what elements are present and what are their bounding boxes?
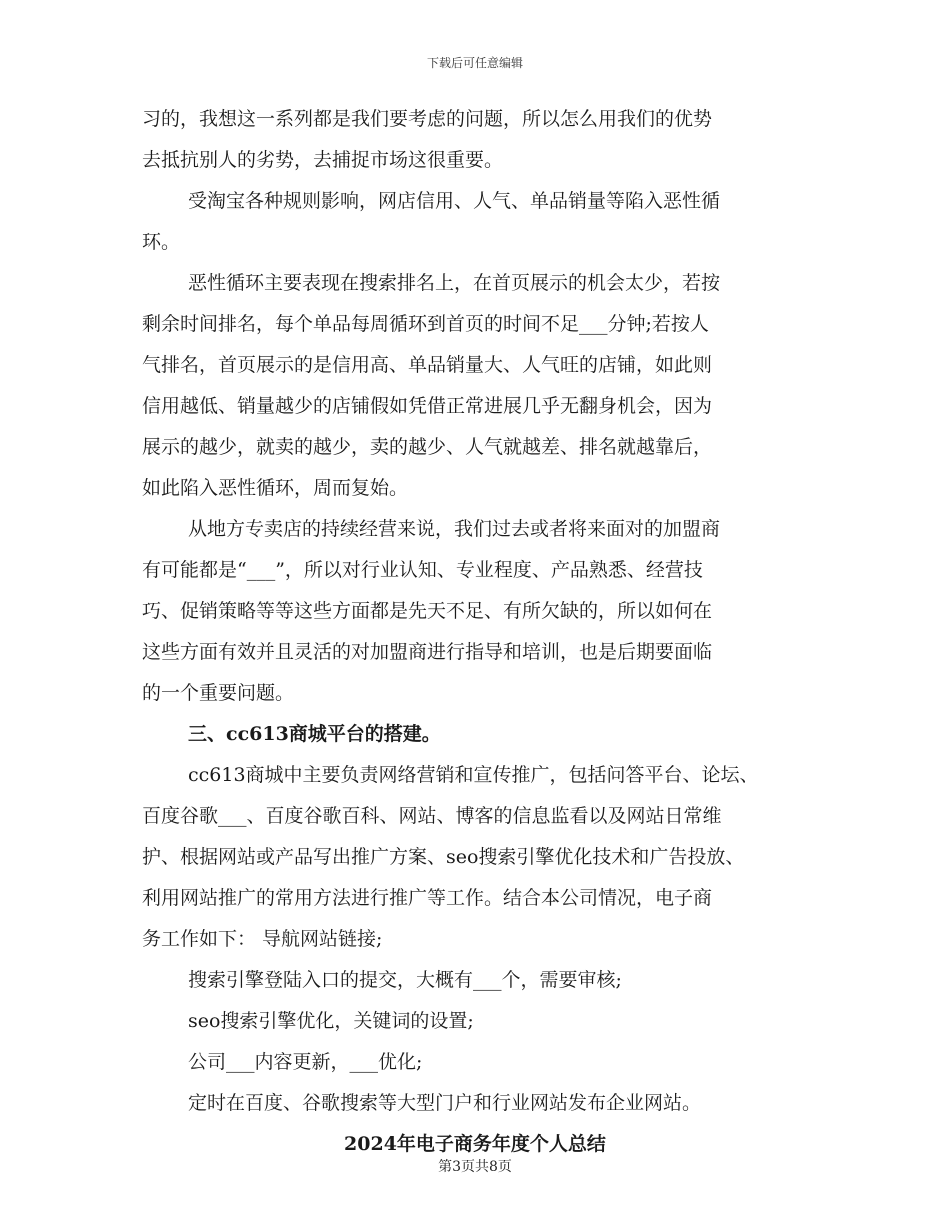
paragraph-line: 利用网站推广的常用方法进行推广等工作。结合本公司情况，电子商 [142, 887, 713, 909]
paragraph-line: 恶性循环主要表现在搜索排名上，在首页展示的机会太少，若按 [188, 272, 721, 294]
paragraph-line: 百度谷歌___、百度谷歌百科、网站、博客的信息监看以及网站日常维 [142, 805, 722, 827]
paragraph-line: 护、根据网站或产品写出推广方案、seo搜索引擎优化技术和广告投放、 [142, 846, 745, 868]
paragraph-line: 环。 [142, 231, 181, 253]
paragraph-line: 务工作如下： 导航网站链接; [142, 928, 383, 950]
page-footer: 第3页共8页 [438, 1159, 512, 1175]
paragraph-line: 从地方专卖店的持续经营来说，我们过去或者将来面对的加盟商 [188, 518, 721, 540]
paragraph-line: 的一个重要问题。 [142, 682, 295, 704]
paragraph-line: 剩余时间排名，每个单品每周循环到首页的时间不足___分钟;若按人 [142, 313, 709, 335]
paragraph-line: 这些方面有效并且灵活的对加盟商进行指导和培训，也是后期要面临 [142, 641, 713, 663]
document-title: 2024年电子商务年度个人总结 [344, 1133, 606, 1155]
paragraph-line: 如此陷入恶性循环，周而复始。 [142, 477, 409, 499]
paragraph-line: 展示的越少，就卖的越少，卖的越少、人气就越差、排名就越靠后， [142, 436, 713, 458]
paragraph-line: 巧、促销策略等等这些方面都是先天不足、有所欠缺的，所以如何在 [142, 600, 713, 622]
list-item: 公司___内容更新，___优化; [188, 1051, 423, 1073]
paragraph-line: 习的，我想这一系列都是我们要考虑的问题，所以怎么用我们的优势 [142, 108, 713, 130]
paragraph-line: cc613商城中主要负责网络营销和宣传推广，包括问答平台、论坛、 [188, 764, 759, 786]
list-item: seo搜索引擎优化，关键词的设置; [188, 1010, 474, 1032]
paragraph-line: 信用越低、销量越少的店铺假如凭借正常进展几乎无翻身机会，因为 [142, 395, 713, 417]
paragraph-line: 受淘宝各种规则影响，网店信用、人气、单品销量等陷入恶性循 [188, 190, 721, 212]
list-item: 搜索引擎登陆入口的提交，大概有___个，需要审核; [188, 969, 622, 991]
list-item: 定时在百度、谷歌搜索等大型门户和行业网站发布企业网站。 [188, 1092, 702, 1114]
paragraph-line: 有可能都是“___”，所以对行业认知、专业程度、产品熟悉、经营技 [142, 559, 703, 581]
paragraph-line: 去抵抗别人的劣势，去捕捉市场这很重要。 [142, 149, 504, 171]
page-header: 下载后可任意编辑 [426, 56, 523, 70]
section-heading: 三、cc613商城平台的搭建。 [188, 723, 441, 745]
paragraph-line: 气排名，首页展示的是信用高、单品销量大、人气旺的店铺，如此则 [142, 354, 713, 376]
